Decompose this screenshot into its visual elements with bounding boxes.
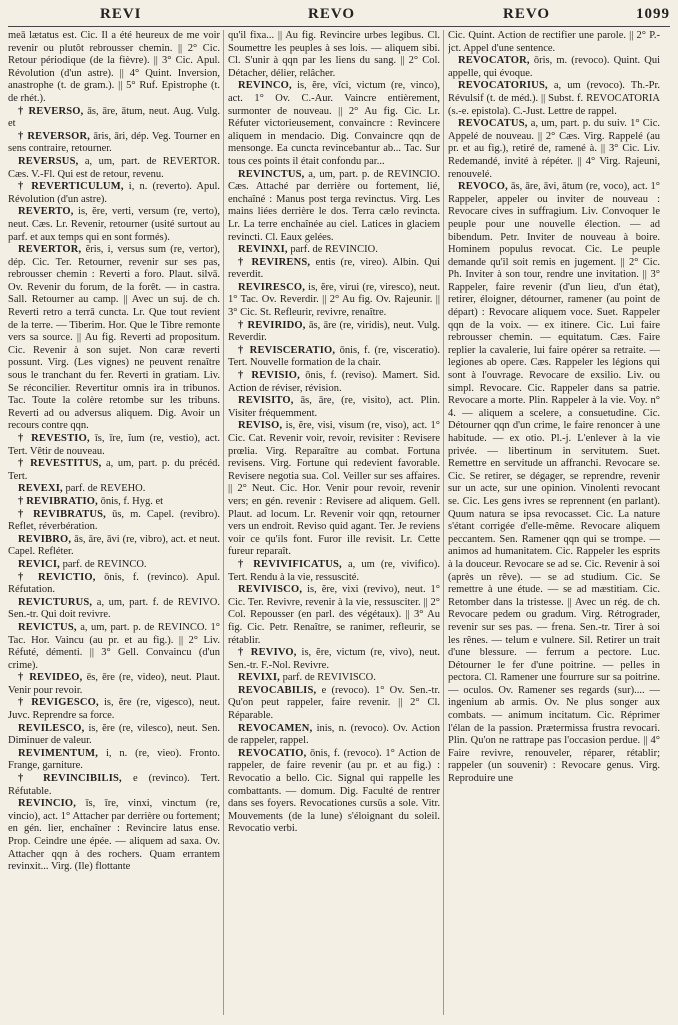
column-1: [8, 30, 220, 1020]
dictionary-entry: [448, 118, 660, 181]
entry-definition: ōris, m. (revoco). Quint. Qui appelle, qui évoque.: [448, 55, 660, 79]
entry-definition: ōnis, f. (revinco). Apul. Réfutation.: [8, 571, 220, 596]
entry-definition: e (revinco). Tert. Réfutable.: [8, 773, 220, 797]
entry-headword: REVIVISCO,: [238, 584, 303, 596]
dictionary-entry: [228, 723, 440, 748]
entry-definition: is, ĕre, verti, versum (re, verto), neut. Cæs. Lr. Revenir, retourner (usité surtout au parf. et aux temps qui en sont formés).: [8, 206, 220, 243]
entry-headword: REVIMENTUM,: [18, 747, 99, 759]
column-separator-1: [223, 30, 224, 1015]
dictionary-entry: [228, 345, 440, 370]
dictionary-entry: [8, 131, 220, 156]
entry-headword: REVEXI,: [18, 483, 63, 495]
entry-definition: parf. de REVINCO.: [62, 558, 147, 570]
dictionary-entry: [8, 509, 220, 534]
entry-headword: † REVIRENS,: [238, 256, 311, 268]
entry-definition: ūs, m. Capel. (revibro). Reflet, réverbération.: [8, 508, 220, 533]
dictionary-entry: [8, 697, 220, 722]
dictionary-entry: [8, 106, 220, 131]
entry-definition: a, um, part. de REVERTOR. Cæs. V.-Fl. Qui est de retour, revenu.: [8, 155, 220, 180]
column-3: [448, 30, 660, 1020]
dictionary-entry: [228, 244, 440, 257]
entry-definition: ēs, ēre (re, video), neut. Plaut. Venir pour revoir.: [8, 672, 220, 696]
dictionary-entry: [8, 496, 220, 509]
dictionary-entry: [448, 181, 660, 786]
entry-headword: † REVISIO,: [238, 370, 300, 382]
dictionary-entry: [8, 433, 220, 458]
entry-definition: is, ĕre (re, vilesco), neut. Sen. Diminuer de valeur.: [8, 722, 220, 747]
dictionary-entry: [8, 572, 220, 597]
dictionary-entry: [8, 723, 220, 748]
entry-headword: REVINCTUS,: [238, 168, 305, 180]
dictionary-entry: [448, 30, 660, 55]
dictionary-entry: [228, 282, 440, 320]
entry-headword: REVIRESCO,: [238, 281, 306, 293]
entry-headword: REVICI,: [18, 558, 60, 570]
header-rule: [8, 26, 670, 27]
entry-definition: parf. de REVEHO.: [65, 483, 146, 495]
dictionary-entry: [8, 30, 220, 106]
running-header: [8, 6, 670, 26]
dictionary-entry: [8, 559, 220, 572]
entry-definition: e (revoco). 1° Ov. Sen.-tr. Qu'on peut rappeler, faire revenir. || 2° Cl. Réparable.: [228, 684, 440, 722]
dictionary-entry: [228, 748, 440, 836]
entry-headword: REVOCATORIUS,: [458, 80, 548, 92]
entry-definition: Cic. Quint. Action de rectifier une parole. || 2° P.-jct. Appel d'une sentence.: [448, 30, 660, 54]
entry-definition: ās, āre, ātum, neut. Aug. Vulg. et: [8, 105, 220, 130]
header-middle-word: REVO: [308, 6, 356, 22]
entry-definition: inis, n. (revoco). Ov. Action de rappeler, rappel.: [228, 722, 440, 747]
dictionary-entry: [8, 483, 220, 496]
dictionary-entry: [8, 181, 220, 206]
entry-headword: † REVIGESCO,: [18, 697, 99, 709]
dictionary-entry: [228, 395, 440, 420]
entry-definition: is, ĕre, visi, visum (re, viso), act. 1° Cic. Cat. Revenir voir, revoir, revisiter : Revisere prœlia. Virg. Reparaître au combat. Fortuna revisens. Virg. Fortune qui redevient favorable. Revisere negotia sua. Col. Veiller sur ses affaires. || 2° Neut. Cic. Hor. Venir pour revoir, revenir vers; en gén. revenir : Revisere ad aliquem. Gell. Plaut. ad locum. Lr. Revenir voir qqn, retourner vers un endroit. Reviso quid agant. Ter. Je reviens voir ce qu'ils font. Furor ille revisit. Lr. Cette fureur reparaît.: [228, 420, 440, 558]
entry-headword: REVINCO,: [238, 80, 292, 92]
entry-headword: REVOCATOR,: [458, 55, 530, 67]
dictionary-entry: [228, 584, 440, 647]
entry-headword: REVERTO,: [18, 206, 74, 218]
entry-headword: † REVIVIFICATUS,: [238, 558, 342, 570]
dictionary-entry: [228, 559, 440, 584]
dictionary-entry: [8, 534, 220, 559]
entry-definition: a, um, part. p. de REVINCIO. Cæs. Attaché par derrière ou fortement, lié, enchaîné : Manus post terga revinctus. Virg. Les mains liées derrière le dos. Terra cælo revincta. Lr. La terre enchaînée au ciel. Latices in glaciem revincti. Cl. Eaux gelées.: [228, 168, 440, 243]
dictionary-entry: [8, 672, 220, 697]
entry-definition: a, um (re, vivifico). Tert. Rendu à la vie, ressuscité.: [228, 558, 440, 583]
entry-headword: † REVESTIO,: [18, 433, 90, 444]
dictionary-entry: [8, 773, 220, 798]
dictionary-entry: [228, 320, 440, 345]
entry-headword: REVOCATIO,: [238, 747, 307, 759]
entry-definition: īs, īre, ĭum (re, vestio), act. Tert. Vêtir de nouveau.: [8, 433, 220, 457]
dictionary-entry: [228, 672, 440, 685]
entry-definition: ōnis, f. (re, visceratio). Tert. Nouvelle formation de la chair.: [228, 344, 440, 369]
entry-definition: is, ĕre, virui (re, viresco), neut. 1° Tac. Ov. Reverdir. || 2° Au fig. Ov. Rajeunir. || 3° Cic. St. Refleurir, revivre, renaître.: [228, 281, 440, 319]
entry-headword: REVINXI,: [238, 244, 288, 256]
entry-headword: REVERSUS,: [18, 155, 79, 167]
entry-headword: † REVERTICULUM,: [18, 181, 124, 193]
entry-headword: REVISITO,: [238, 395, 294, 407]
entry-headword: † REVIBRATUS,: [18, 508, 107, 520]
entry-definition: parf. de REVIVISCO.: [282, 672, 376, 684]
entry-headword: † REVERSOR,: [18, 130, 91, 142]
entry-headword: † REVIDEO,: [18, 672, 83, 684]
entry-definition: a, um, part. p. du suiv. 1° Cic. Appelé de nouveau. || 2° Cæs. Virg. Rappelé (au pr. et au fig.), retiré de, ramené à. || 3° Cic. Liv. Redemandé, invité à répéter. || 4° Virg. Rajeuni, renouvelé.: [448, 118, 660, 180]
entry-headword: † REVIRIDO,: [238, 319, 306, 331]
entry-definition: meā lætatus est. Cic. Il a été heureux de me voir revenir ou plutôt rebrousser chemin. || 2° Cic. Retour périodique (de la fièvre). || 3° Cic. Apul. Révolution (d'un astre). || 4° Quint. Inversion, anastrophe (t. de gram.). || 5° Ruf. Epistrophe (t. de rhét.).: [8, 30, 220, 104]
entry-definition: ās, āre (re, viridis), neut. Vulg. Reverdir.: [228, 319, 440, 344]
entry-definition: ās, āre, (re, visito), act. Plin. Visiter fréquemment.: [228, 395, 440, 419]
entry-headword: REVILESCO,: [18, 722, 85, 734]
entry-definition: entis (re, vireo). Albin. Qui reverdit.: [228, 256, 440, 281]
entry-definition: āris, āri, dép. Veg. Tourner en sens contraire, retourner.: [8, 130, 220, 155]
entry-definition: ōnis, f. Hyg. et: [100, 495, 164, 507]
dictionary-entry: [228, 30, 440, 80]
dictionary-entry: [8, 206, 220, 244]
entry-definition: ās, āre, āvi (re, vibro), act. et neut. Capel. Refléter.: [8, 533, 220, 558]
entry-headword: † REVESTITUS,: [18, 458, 102, 470]
entry-headword: † REVINCIBILIS,: [18, 773, 122, 785]
entry-headword: REVOCABILIS,: [238, 684, 317, 696]
dictionary-entry: [448, 55, 660, 80]
entry-definition: ās, āre, āvi, ātum (re, voco), act. 1° Rappeler, appeler ou inviter de nouveau : Revocare cives in suffragium. Liv. Convoquer le peuple pour une nouvelle élection. — ad bibendum. Petr. Inviter de nouveau à boire. Hominem populus revocat. Cic. Le peuple demande qu'il soit remis en jugement. || 2° Cic. Ph. Inviter à son tour, rendre une invitation. || 3° Rappeler, faire revenir (d'un lieu, d'un état), retirer, éloigner, détourner, ramener (au point de départ) : Revocare aliquem voce. Suet. Rappeler qqn de la voix. — ex itinere. Cic. Lui faire rebrousser chemin. — equitatum. Cæs. Faire replier la cavalerie, lui faire opérer sa retraite. — legiones ab opere. Cæs. Rappeler les légions qui sont à l'ouvrage. Revocare de exsilio. Liv. ou simpl. Revocare. Cic. Rappeler dans sa patrie. Revocare a morte. Plin. Rappeler à la vie. Voy. n° 4. — aliquem a scelere, a consuetudine. Cic. Détourner qqn d'un crime, le faire renoncer à une habitude. — ex otio. Pl.-j. L'enlever à la vie privée. — libertinum in servitutem. Suet. Remettre en servitude un affranchi. Revocare se. Cic. Se retirer, se dégager, se reprendre, revenir sur un acte, sur une opinion. Vinolenti revocant se. Cic. Les gens ivres se reprennent (en parlant). Quum natura se ipsa revocasset. Cic. La nature s'étant corrigée d'elle-même. Revocare aliquem peccantem. Sen. Ramener qqn qui se trompe. — animos ad humanitatem. Cic. Rappeler les esprits à la douceur. Revocare se ad se. Cic. Revenir à soi (après un rêve). — se ad studium. Cic. Se remettre à une étude. — se ad mæstitiam. Cic. Retomber dans la tristesse. || Avec un rég. de ch. Revocare pedem ou gradum. Virg. Rétrograder, revenir sur ses pas. — frena. Sen.-tr. Tirer à soi les rênes. — telum e vulnere. Sil. Retirer un trait d'une blessure. — ferrum a pectore. Luc. Détourner le fer d'une poitrine. — pelles in pectora. Cl. Ramener une fourrure sur sa poitrine. — oculos. Ov. Ramener ses regards (sur).... — ingenium ab armis. Ov. Ne plus songer aux combats. — animum incitatum. Cic. Réprimer l'élan de la passion. Prætermissa frustra revocari. Plin. Qu'on ne rattrape pas l'occasion perdue. || 4° Faire revivre, renouveler, réparer, rétablir; rappeler (un souvenir) : Revocare genus. Virg. Reproduire une: [448, 181, 660, 785]
column-separator-2: [443, 30, 444, 1015]
entry-headword: † REVISCERATIO,: [238, 344, 336, 356]
entry-definition: is, ĕre, vixi (revivo), neut. 1° Cic. Ter. Revivre, revenir à la vie, ressusciter. || 2° Col. Repousser (en parl. des végétaux). || 3° Au fig. Cic. Petr. Renaître, se ranimer, refleurir, se rétablir.: [228, 584, 440, 646]
dictionary-entry: [228, 80, 440, 168]
dictionary-entry: [228, 647, 440, 672]
entry-headword: REVIXI,: [238, 672, 280, 684]
dictionary-entry: [228, 370, 440, 395]
entry-definition: ōnis, f. (revoco). 1° Action de rappeler, de faire revenir (au pr. et au fig.) : Revocatio a bello. Cic. Signal qui rappelle les combattants. — domum. Dig. Faculté de rentrer dans ses foyers. Revocationes cursūs a sole. Vitr. Mouvements (de la lune) s'éloignant du soleil. Revocatio verbi.: [228, 747, 440, 835]
dictionary-entry: [448, 80, 660, 118]
entry-definition: parf. de REVINCIO.: [290, 244, 378, 256]
entry-headword: † REVERSO,: [18, 105, 84, 117]
entry-definition: qu'il fixa... || Au fig. Revincire urbes legibus. Cl. Soumettre les peuples à ses lois. — aliquem sibi. Cl. S'unir à qqn par les liens du sang. || 2° Col. Détacher, délier, relâcher.: [228, 30, 440, 79]
entry-headword: REVOCAMEN,: [238, 722, 313, 734]
entry-headword: REVERTOR,: [18, 244, 82, 256]
dictionary-entry: [228, 169, 440, 245]
entry-definition: is, ĕre, vīci, victum (re, vinco), act. 1° Ov. C.-Aur. Vaincre entièrement, surmonter de nouveau. || 2° Au fig. Cic. Lr. Réfuter victorieusement, convaincre : Revincere aliquem in mendacio. Dig. Convaincre qqn de mensonge. Ea cuncta revincebantur ab... Tac. Sur tous ces points il était confondu par...: [228, 80, 440, 167]
entry-definition: i, n. (re, vieo). Fronto. Frange, garniture.: [8, 747, 220, 772]
entry-definition: ōnis, f. (reviso). Mamert. Sid. Action de réviser, révision.: [228, 370, 440, 394]
column-2: [228, 30, 440, 1020]
entry-headword: REVOCATUS,: [458, 118, 528, 130]
header-right-word: REVO: [503, 6, 551, 22]
entry-headword: REVINCIO,: [18, 798, 77, 810]
entry-definition: ĕris, i, versus sum (re, vertor), dép. Cic. Ter. Retourner, revenir sur ses pas, rebrousser chemin : Reverti a foro. Plaut. silvā. Ov. Revenir du forum, de la forêt. — in castra. Sall. Retourner au camp. || Avec un suj. de ch. Reverti retro a terrā cuncta. Lr. Que tout revient de la terre. — Tiberim. Hor. Que le Tibre remonte vers sa source. || Au fig. Reverti ad propositum. Cic. Revenir à son sujet. Non caræ reverti possunt. Virg. (Les vignes) ne peuvent renaître sous le tranchant du fer. Reverti in gratiam. Liv. Se réconcilier. Revertitur omnis ira in tribunos. Tac. Toute la colère retombe sur les tribuns. Reverti ad ou adversus aliquem. Dig. Avoir un recours contre qqn.: [8, 244, 220, 432]
dictionary-entry: [8, 798, 220, 874]
dictionary-entry: [228, 685, 440, 723]
entry-definition: a, um, part. p. du précéd. Tert.: [8, 458, 220, 482]
dictionary-entry: [228, 420, 440, 559]
page-number: 1099: [636, 6, 670, 22]
header-left-word: REVI: [100, 6, 142, 22]
entry-definition: a, um, part. f. de REVIVO. Sen.-tr. Qui doit revivre.: [8, 596, 220, 621]
entry-headword: REVOCO,: [458, 181, 508, 193]
entry-definition: is, ĕre, victum (re, vivo), neut. Sen.-tr. F.-Nol. Revivre.: [228, 647, 440, 671]
entry-definition: a, um (revoco). Th.-Pr. Révulsif (t. de méd.). || Subst. f. REVOCATORIA (s.-e. epistola). C.-Just. Lettre de rappel.: [448, 80, 660, 117]
entry-headword: REVICTUS,: [18, 621, 77, 633]
entry-headword: † REVIVO,: [238, 647, 297, 659]
dictionary-entry: [228, 257, 440, 282]
entry-definition: is, ĕre (re, vigesco), neut. Juvc. Reprendre sa force.: [8, 697, 220, 722]
entry-definition: īs, īre, vinxi, vinctum (re, vincio), act. 1° Attacher par derrière ou fortement; en gén. lier, enchaîner : Revincire latus ense. Prop. Ceindre une épée. — aliquem ad saxa. Ov. Attacher qqn à des rochers. Quam errantem revinxit... Virg. (Ile) flottante: [8, 798, 220, 873]
dictionary-entry: [8, 748, 220, 773]
entry-headword: † REVICTIO,: [18, 571, 96, 583]
entry-headword: REVICTURUS,: [18, 596, 93, 608]
dictionary-entry: [8, 597, 220, 622]
dictionary-entry: [8, 622, 220, 672]
entry-headword: REVISO,: [238, 420, 283, 432]
entry-headword: † REVIBRATIO,: [18, 495, 99, 507]
dictionary-entry: [8, 244, 220, 433]
entry-definition: a, um, part. p. de REVINCO. 1° Tac. Hor. Vaincu (au pr. et au fig.). || 2° Liv. Réfuté, démenti. || 3° Gell. Convaincu (d'un crime).: [8, 621, 220, 671]
entry-headword: REVIBRO,: [18, 533, 72, 545]
dictionary-entry: [8, 156, 220, 181]
entry-definition: i, n. (reverto). Apul. Révolution (d'un astre).: [8, 181, 220, 205]
dictionary-entry: [8, 458, 220, 483]
